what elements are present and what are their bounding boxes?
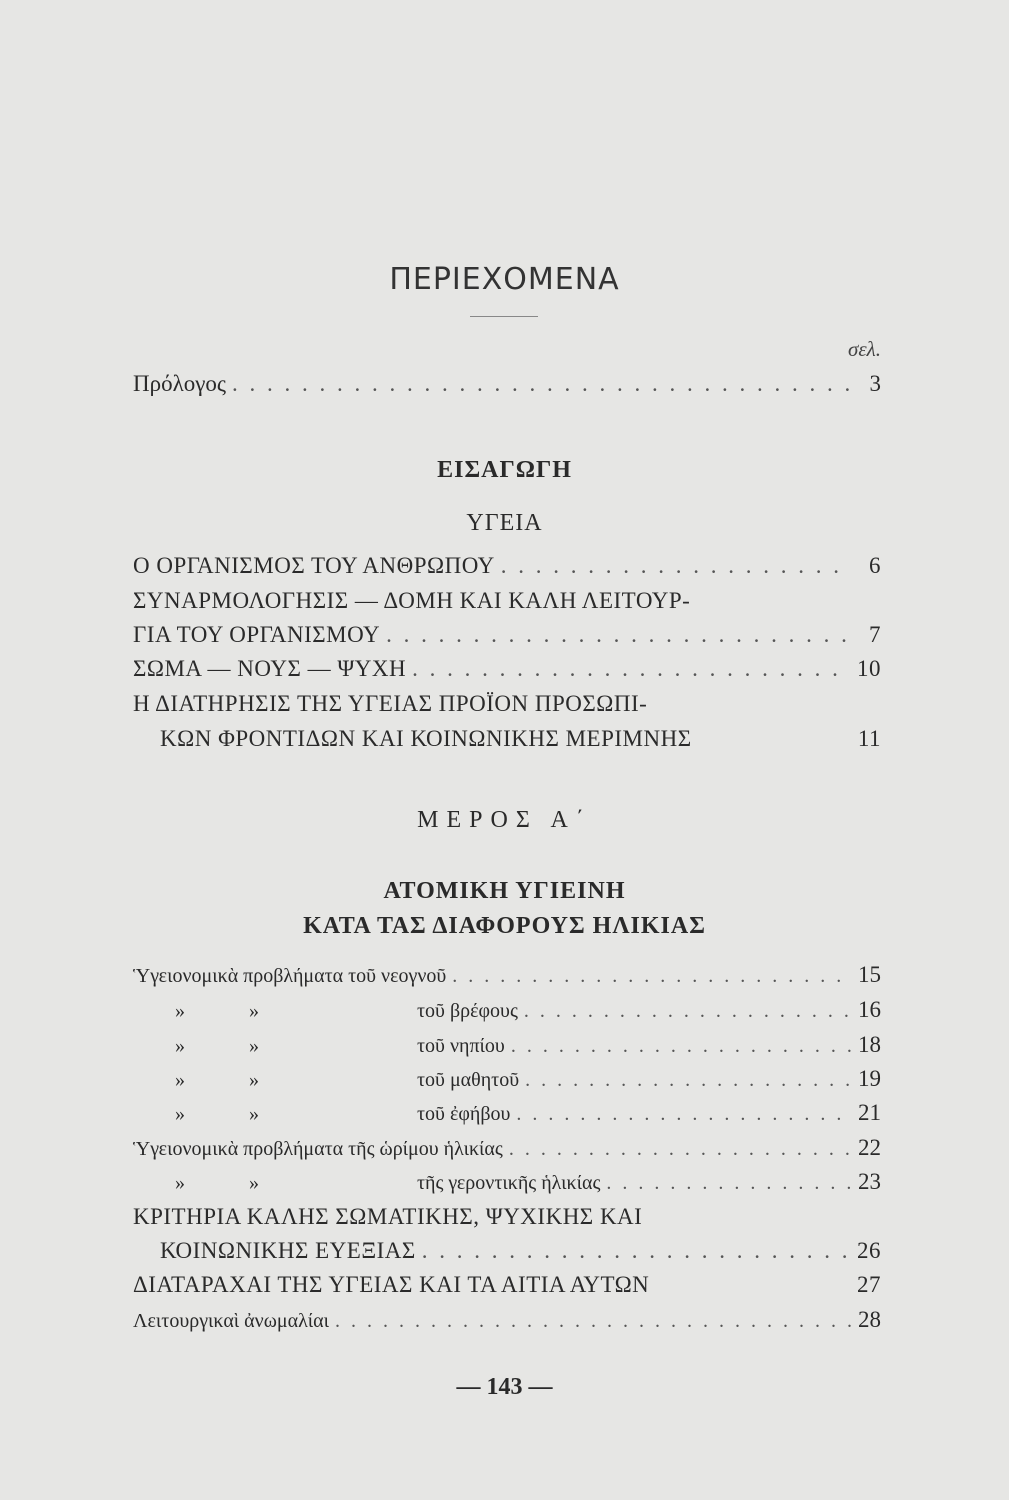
toc-entry[interactable] <box>133 1305 881 1336</box>
toc-entry-page: 19 <box>858 1066 881 1091</box>
toc-entry-page: 16 <box>858 997 881 1022</box>
dot-leader <box>503 1134 851 1164</box>
toc-entry-ditto <box>133 1065 519 1095</box>
dot-leader <box>519 1065 851 1095</box>
toc-entry-page: 10 <box>857 656 881 681</box>
toc-entry[interactable] <box>133 654 881 684</box>
toc-entry-label: Ὑγειονομικὰ προβλήματα τῆς ὡρίμου ἡλικίας <box>133 1138 503 1160</box>
part-heading: ΜΕΡΟΣ Α΄ <box>417 807 592 833</box>
toc-entry[interactable] <box>133 960 881 991</box>
ditto-mark: » <box>175 1172 185 1194</box>
dot-leader <box>226 369 851 399</box>
dot-leader <box>329 1306 851 1336</box>
toc-entry-ditto <box>133 996 518 1026</box>
dot-leader <box>446 961 851 991</box>
dot-leader <box>505 1031 851 1061</box>
page-title: ΠΕΡΙΕΧΟΜΕΝΑ <box>389 262 620 297</box>
toc-entry-page: 27 <box>857 1272 881 1297</box>
toc-entry[interactable] <box>133 1167 881 1198</box>
toc-entry[interactable] <box>133 995 881 1026</box>
toc-entry-label: Ο ΟΡΓΑΝΙΣΜΟΣ ΤΟΥ ΑΝΘΡΩΠΟΥ <box>133 553 495 578</box>
toc-entry-page: 6 <box>869 553 881 578</box>
toc-entry-page: 3 <box>869 371 881 396</box>
toc-entry[interactable] <box>133 1030 881 1061</box>
toc-entry-page: 23 <box>858 1169 881 1194</box>
toc-entry-page: 18 <box>858 1032 881 1057</box>
intro-heading: ΕΙΣΑΓΩΓΗ <box>437 457 572 483</box>
dot-leader <box>510 1099 851 1129</box>
toc-entry[interactable] <box>160 724 881 754</box>
toc-entry-page: 22 <box>858 1135 881 1160</box>
toc-entry[interactable] <box>133 620 881 650</box>
dot-leader <box>406 654 851 684</box>
toc-entry-label: τοῦ νηπίου <box>417 1035 505 1057</box>
dot-leader <box>380 620 851 650</box>
ditto-mark: » <box>175 1069 185 1091</box>
toc-entry[interactable] <box>133 1098 881 1129</box>
toc-entry[interactable] <box>133 1133 881 1164</box>
toc-entry-label: Λειτουργικαὶ ἀνωμαλίαι <box>133 1310 330 1332</box>
dot-leader <box>495 551 851 581</box>
toc-entry-label-line2: ΚΩΝ ΦΡΟΝΤΙΔΩΝ ΚΑΙ ΚΟΙΝΩΝΙΚΗΣ ΜΕΡΙΜΝΗΣ <box>160 726 692 751</box>
toc-entry-label-line1: Η ΔΙΑΤΗΡΗΣΙΣ ΤΗΣ ΥΓΕΙΑΣ ΠΡΟΪΟΝ ΠΡΟΣΩΠΙ- <box>133 691 648 716</box>
page-column-label: σελ. <box>848 337 881 361</box>
toc-entry-label-line1: ΚΡΙΤΗΡΙΑ ΚΑΛΗΣ ΣΩΜΑΤΙΚΗΣ, ΨΥΧΙΚΗΣ ΚΑΙ <box>133 1204 643 1229</box>
toc-entry-ditto <box>133 1031 505 1061</box>
part-title-line1: ΑΤΟΜΙΚΗ ΥΓΙΕΙΝΗ <box>383 878 626 904</box>
toc-entry-ditto <box>133 1168 600 1198</box>
toc-entry-label-line1: ΣΥΝΑΡΜΟΛΟΓΗΣΙΣ — ΔΟΜΗ ΚΑΙ ΚΑΛΗ ΛΕΙΤΟΥΡ- <box>133 588 691 613</box>
ditto-mark: » <box>249 1069 259 1091</box>
ditto-mark: » <box>175 1103 185 1125</box>
toc-entry-ditto <box>133 1099 510 1129</box>
toc-entry[interactable] <box>160 1236 881 1266</box>
part-title-line2: ΚΑΤΑ ΤΑΣ ΔΙΑΦΟΡΟΥΣ ΗΛΙΚΙΑΣ <box>303 913 706 939</box>
intro-subheading: ΥΓΕΙΑ <box>466 510 543 536</box>
toc-entry-label-line2: ΓΙΑ ΤΟΥ ΟΡΓΑΝΙΣΜΟΥ <box>133 622 381 647</box>
ditto-mark: » <box>249 1000 259 1022</box>
toc-entry-label: ΔΙΑΤΑΡΑΧΑΙ ΤΗΣ ΥΓΕΙΑΣ ΚΑΙ ΤΑ ΑΙΤΙΑ ΑΥΤΩΝ <box>133 1272 650 1297</box>
toc-entry-page: 15 <box>858 962 881 987</box>
ditto-mark: » <box>175 1035 185 1057</box>
toc-entry[interactable] <box>133 1270 881 1300</box>
ditto-mark: » <box>175 1000 185 1022</box>
toc-entry-label: τῆς γεροντικῆς ἡλικίας <box>417 1172 601 1194</box>
toc-entry[interactable] <box>133 551 881 581</box>
toc-entry-page: 28 <box>858 1307 881 1332</box>
ditto-mark: » <box>249 1172 259 1194</box>
toc-entry-label: τοῦ μαθητοῦ <box>417 1069 520 1091</box>
dot-leader <box>600 1168 851 1198</box>
page-number: — 143 — <box>456 1374 553 1400</box>
toc-entry-label: Πρόλογος <box>133 371 227 396</box>
toc-entry-prologue[interactable] <box>133 369 881 399</box>
toc-entry[interactable] <box>133 1064 881 1095</box>
title-divider <box>470 316 538 317</box>
ditto-mark: » <box>249 1035 259 1057</box>
toc-entry-page: 7 <box>869 622 881 647</box>
toc-entry-page: 21 <box>858 1100 881 1125</box>
toc-entry-label: τοῦ βρέφους <box>417 1000 518 1022</box>
toc-entry-page: 11 <box>857 726 881 751</box>
toc-entry-label: τοῦ ἐφήβου <box>417 1103 511 1125</box>
toc-entry-label-line2: ΚΟΙΝΩΝΙΚΗΣ ΕΥΕΞΙΑΣ <box>160 1238 416 1263</box>
dot-leader <box>518 996 851 1026</box>
dot-leader <box>416 1236 851 1266</box>
toc-entry-page: 26 <box>857 1238 881 1263</box>
toc-entry-label: Ὑγειονομικὰ προβλήματα τοῦ νεογνοῦ <box>133 965 447 987</box>
ditto-mark: » <box>249 1103 259 1125</box>
toc-entry-label: ΣΩΜΑ — ΝΟΥΣ — ΨΥΧΗ <box>133 656 407 681</box>
